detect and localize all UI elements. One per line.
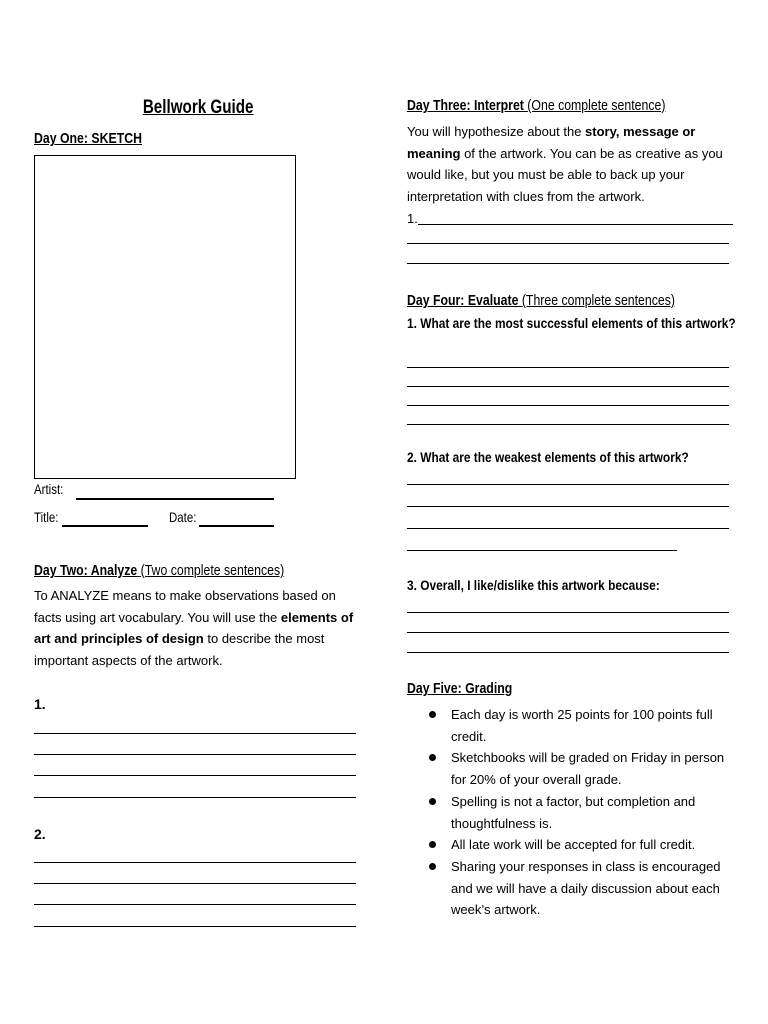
day-four-heading: Day Four: Evaluate (Three complete sentences) <box>407 292 675 309</box>
title-label: Title: <box>34 509 59 525</box>
answer-line[interactable] <box>34 754 356 755</box>
grading-list <box>407 704 742 921</box>
answer-line[interactable] <box>34 797 356 798</box>
bullet-icon <box>429 863 436 870</box>
answer-line[interactable] <box>407 550 677 551</box>
sketch-box[interactable] <box>34 155 296 479</box>
answer-line[interactable] <box>407 652 729 653</box>
artist-label: Artist: <box>34 481 64 497</box>
answer-line[interactable] <box>407 243 729 244</box>
bullet-icon <box>429 841 436 848</box>
answer-line[interactable] <box>34 926 356 927</box>
date-field[interactable] <box>169 509 202 525</box>
answer-line[interactable] <box>407 612 729 613</box>
list-item: All late work will be accepted for full credit. <box>407 834 742 856</box>
answer-line[interactable] <box>418 224 733 225</box>
answer-line[interactable] <box>407 484 729 485</box>
title-field[interactable] <box>34 509 64 525</box>
page-title: Bellwork Guide <box>142 97 254 118</box>
date-line <box>199 525 274 527</box>
bullet-icon <box>429 711 436 718</box>
day-two-instructions: To ANALYZE means to make observations based on facts using art vocabulary. You will use the elements of art and principles of design to describe the most important aspects of the artwork. <box>34 588 354 669</box>
day-one-heading: Day One: SKETCH <box>34 130 142 147</box>
list-item: Spelling is not a factor, but completion and thoughtfulness is. <box>407 791 742 834</box>
artist-line <box>76 498 274 500</box>
day-three-instructions: You will hypothesize about the story, message or meaning of the artwork. You can be as creative as you would like, but you must be able to back up your interpretation with clues from the artwork. <box>407 124 723 205</box>
title-line <box>62 525 148 527</box>
day-five-heading: Day Five: Grading <box>407 680 513 697</box>
answer-line[interactable] <box>407 405 729 406</box>
answer-line[interactable] <box>34 862 356 863</box>
answer-line[interactable] <box>34 883 356 884</box>
answer-line[interactable] <box>34 733 356 734</box>
analyze-item-1-number: 1. <box>34 696 46 712</box>
list-item: Sharing your responses in class is encouraged and we will have a daily discussion about each week’s artwork. <box>407 856 742 921</box>
answer-line[interactable] <box>407 367 729 368</box>
day-two-heading: Day Two: Analyze (Two complete sentences) <box>34 562 285 579</box>
date-label: Date: <box>169 509 197 525</box>
day-three-heading: Day Three: Interpret (One complete sentence) <box>407 97 666 114</box>
bullet-icon <box>429 754 436 761</box>
answer-line[interactable] <box>34 904 356 905</box>
evaluate-question-3: 3. Overall, I like/dislike this artwork because: <box>407 577 660 593</box>
answer-line[interactable] <box>34 775 356 776</box>
answer-line[interactable] <box>407 386 729 387</box>
answer-line[interactable] <box>407 632 729 633</box>
answer-line[interactable] <box>407 506 729 507</box>
bullet-icon <box>429 798 436 805</box>
analyze-item-2-number: 2. <box>34 826 46 842</box>
answer-line[interactable] <box>407 424 729 425</box>
list-item: Each day is worth 25 points for 100 points full credit. <box>407 704 742 747</box>
answer-line[interactable] <box>407 528 729 529</box>
evaluate-question-2: 2. What are the weakest elements of this artwork? <box>407 449 689 465</box>
list-item: Sketchbooks will be graded on Friday in person for 20% of your overall grade. <box>407 747 742 790</box>
evaluate-question-1: 1. What are the most successful elements of this artwork? <box>407 315 736 331</box>
answer-line[interactable] <box>407 263 729 264</box>
interpret-item-1-number: 1. <box>407 211 418 226</box>
artist-field[interactable] <box>34 481 70 497</box>
